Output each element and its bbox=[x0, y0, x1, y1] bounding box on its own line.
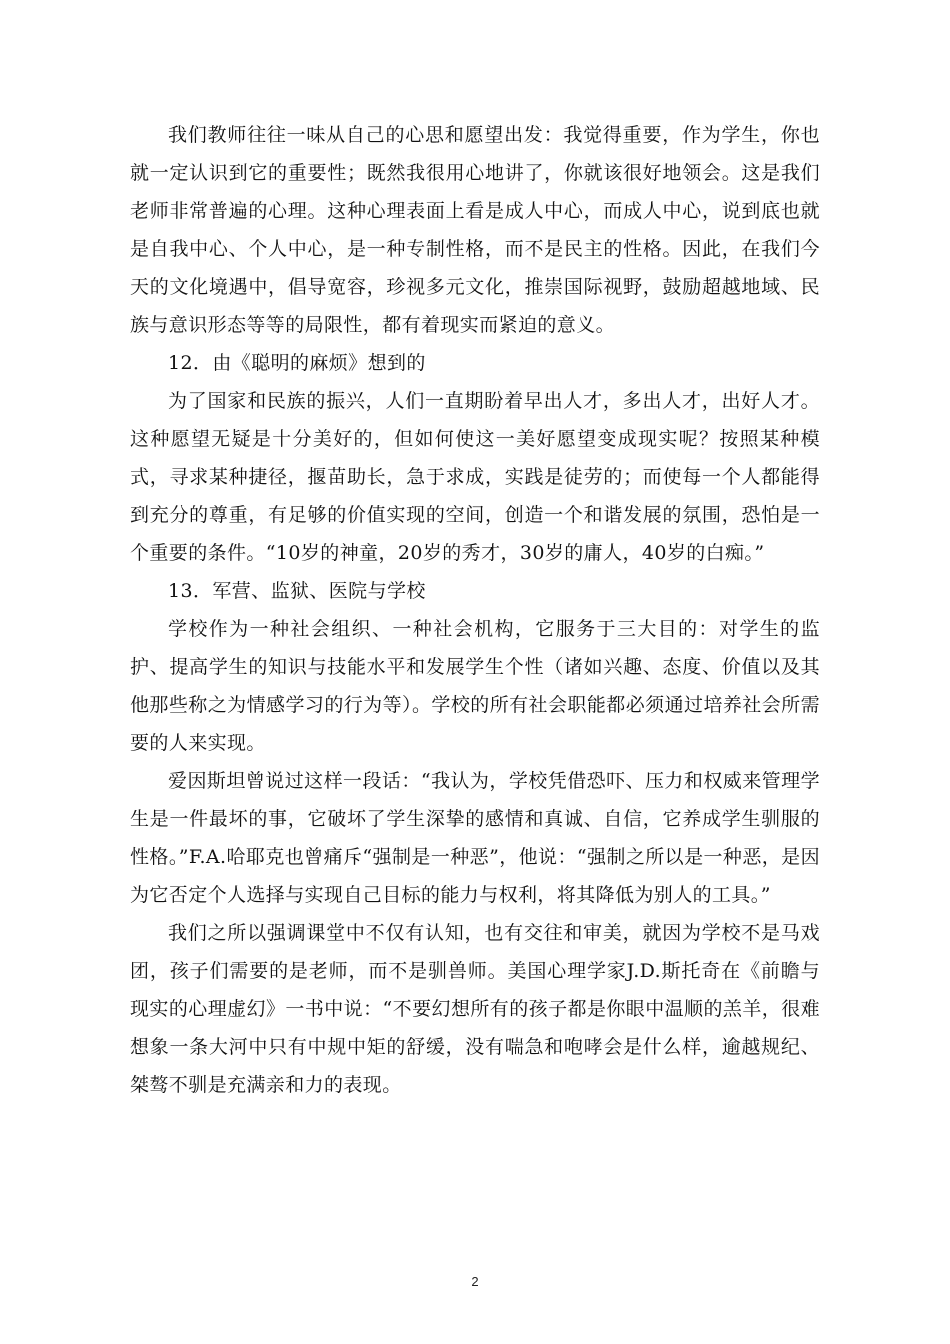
page-number: 2 bbox=[471, 1274, 479, 1289]
paragraph: 爱因斯坦曾说过这样一段话：“我认为，学校凭借恐吓、压力和权威来管理学生是一件最坏的事，它破坏了学生深挚的感情和真诚、自信，它养成学生驯服的性格。”F.A.哈耶克也曾痛斥“强制是一种恶”，他说：“强制之所以是一种恶，是因为它否定个人选择与实现自己目标的能力与权利，将其降低为别人的工具。” bbox=[130, 770, 820, 906]
paragraph: 我们教师往往一味从自己的心思和愿望出发：我觉得重要，作为学生，你也就一定认识到它的重要性；既然我很用心地讲了，你就该很好地领会。这是我们老师非常普遍的心理。这种心理表面上看是成人中心，而成人中心，说到底也就是自我中心、个人中心，是一种专制性格，而不是民主的性格。因此，在我们今天的文化境遇中，倡导宽容，珍视多元文化，推崇国际视野，鼓励超越地域、民族与意识形态等等的局限性，都有着现实而紧迫的意义。 bbox=[130, 124, 820, 336]
paragraph: 学校作为一种社会组织、一种社会机构，它服务于三大目的：对学生的监护、提高学生的知识与技能水平和发展学生个性（诸如兴趣、态度、价值以及其他那些称之为情感学习的行为等）。学校的所有社会职能都必须通过培养社会所需要的人来实现。 bbox=[130, 618, 820, 754]
paragraph: 为了国家和民族的振兴，人们一直期盼着早出人才，多出人才，出好人才。这种愿望无疑是十分美好的，但如何使这一美好愿望变成现实呢？按照某种模式，寻求某种捷径，揠苗助长，急于求成，实践是徒劳的；而使每一个人都能得到充分的尊重，有足够的价值实现的空间，创造一个和谐发展的氛围，恐怕是一个重要的条件。“10岁的神童，20岁的秀才，30岁的庸人，40岁的白痴。” bbox=[130, 390, 820, 564]
document-body bbox=[130, 116, 820, 1104]
section-heading: 13．军营、监狱、医院与学校 bbox=[168, 580, 426, 602]
paragraph: 我们之所以强调课堂中不仅有认知，也有交往和审美，就因为学校不是马戏团，孩子们需要的是老师，而不是驯兽师。美国心理学家J.D.斯托奇在《前瞻与现实的心理虚幻》一书中说：“不要幻想所有的孩子都是你眼中温顺的羔羊，很难想象一条大河中只有中规中矩的舒缓，没有喘急和咆哮会是什么样，逾越规纪、桀骜不驯是充满亲和力的表现。 bbox=[130, 922, 820, 1096]
section-heading: 12．由《聪明的麻烦》想到的 bbox=[168, 352, 426, 374]
